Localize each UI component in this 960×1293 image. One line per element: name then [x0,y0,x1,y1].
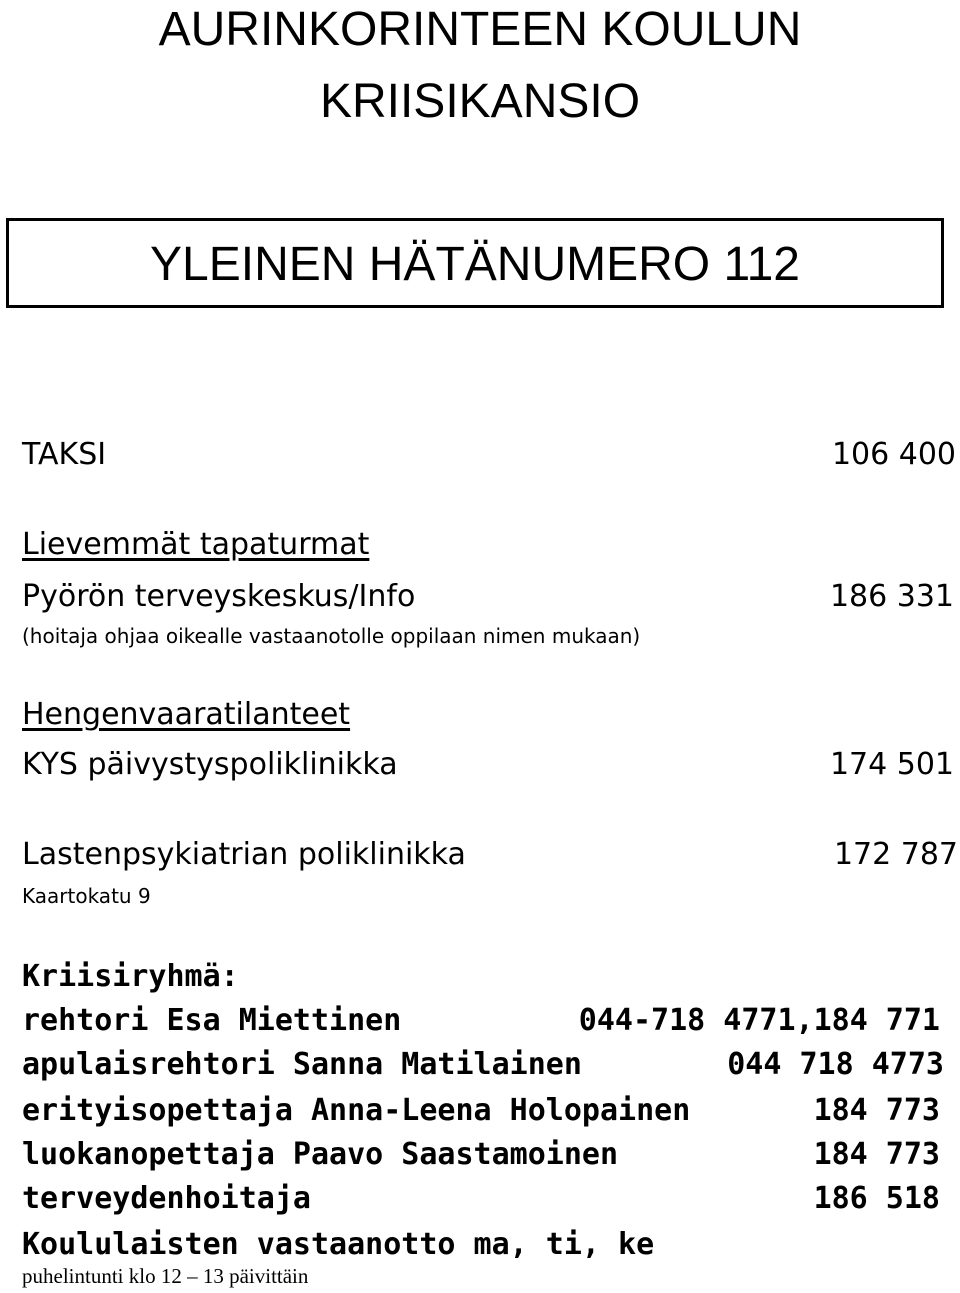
child-psychiatry-address: Kaartokatu 9 [22,884,151,908]
crisis-member-number-1: 044-718 4771,184 771 [578,1003,940,1038]
crisis-member-label-3: erityisopettaja Anna-Leena Holopainen [22,1093,691,1128]
health-center-number: 186 331 [829,579,954,614]
crisis-member-label-1: rehtori Esa Miettinen [22,1003,402,1038]
taxi-number: 106 400 [831,437,956,472]
minor-injuries-heading: Lievemmät tapaturmat [22,527,370,562]
taxi-label: TAKSI [22,437,107,472]
title-line-1: AURINKORINTEEN KOULUN [158,3,802,56]
reception-hours: Koululaisten vastaanotto ma, ti, ke [22,1227,655,1262]
crisis-member-label-5: terveydenhoitaja [22,1181,311,1216]
crisis-group-heading: Kriisiryhmä: [22,959,239,994]
emergency-number: YLEINEN HÄTÄNUMERO 112 [150,238,800,291]
crisis-member-number-4: 184 773 [813,1137,940,1172]
crisis-member-label-4: luokanopettaja Paavo Saastamoinen [22,1137,619,1172]
crisis-member-number-5: 186 518 [813,1181,940,1216]
title-line-2: KRIISIKANSIO [319,75,641,128]
life-threatening-heading: Hengenvaaratilanteet [22,697,351,732]
health-center-note: (hoitaja ohjaa oikealle vastaanotolle oppilaan nimen mukaan) [22,624,641,648]
health-center-label: Pyörön terveyskeskus/Info [22,579,416,614]
kys-emergency-number: 174 501 [829,747,954,782]
child-psychiatry-label: Lastenpsykiatrian poliklinikka [22,837,466,872]
kys-emergency-label: KYS päivystyspoliklinikka [22,747,398,782]
crisis-member-label-2: apulaisrehtori Sanna Matilainen [22,1047,582,1082]
phone-hours: puhelintunti klo 12 – 13 päivittäin [22,1264,309,1288]
child-psychiatry-number: 172 787 [833,837,958,872]
crisis-member-number-3: 184 773 [813,1093,940,1128]
crisis-member-number-2: 044 718 4773 [727,1047,944,1082]
emergency-number-box [6,218,944,308]
